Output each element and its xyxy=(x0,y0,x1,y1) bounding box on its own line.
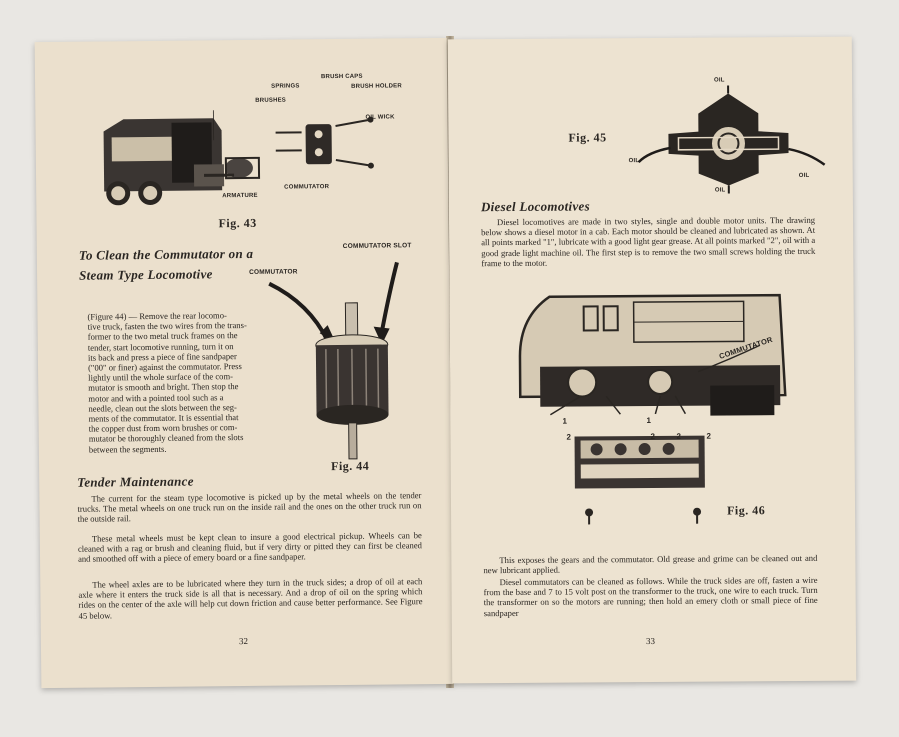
exposes-paragraph: This exposes the gears and the commutator. Old grease and grime can be cleaned out and new lubricant applied. xyxy=(483,552,818,576)
fig43-label-brush-caps: BRUSH CAPS xyxy=(320,73,363,81)
commutator-line: motor and with a pointed tool such as a xyxy=(88,391,224,404)
right-page xyxy=(448,37,856,684)
commutator-line: (Figure 44) — Remove the rear locomo- xyxy=(87,310,227,322)
fig43-caption: Fig. 43 xyxy=(218,215,257,231)
fig43-label-armature: ARMATURE xyxy=(222,192,258,200)
tender-paragraph-2: These metal wheels must be kept clean to insure a good electrical pickup. Wheels can be cleaned with a rag or brush and cleaning fluid, but if very dirty or pitted they can first be cleaned and smoothed off with a piece of emery board or a fine sandpaper. xyxy=(77,530,422,565)
commutator-line: between the segments. xyxy=(88,443,167,455)
fig46-marker-1: 1 xyxy=(562,416,568,426)
fig45-oil-label-bottom: OIL xyxy=(714,187,726,194)
tender-paragraph-3: The wheel axles are to be lubricated where they turn in the truck sides; a drop of oil at each axle where it enters the truck side is all that is necessary. And a drop of oil on the spring which rides on the center of the axle will help cut down friction and cause better performance. See Figure 45 below. xyxy=(78,576,423,621)
commutator-line: mutator be thoroughly cleaned from the slots xyxy=(88,432,244,445)
diesel-heading: Diesel Locomotives xyxy=(480,198,590,215)
fig44-commutator-illustration xyxy=(269,262,421,464)
fig46-marker-1: 1 xyxy=(646,416,652,426)
fig44-label-slot: COMMUTATOR SLOT xyxy=(342,242,412,250)
fig45-oil-label-left: OIL xyxy=(628,158,640,165)
diesel-commutator-paragraph: Diesel commutators can be cleaned as follows. While the truck sides are off, fasten a wire from the base and 7 to 15 volt post on the transformer to the truck, one wire to each truck. Turn the transformer on so the motors are running; then hold an emery cloth or small piece of fine sandpaper xyxy=(483,574,818,618)
commutator-line: its back and press a piece of fine sandpaper xyxy=(87,350,237,363)
fig46-diesel-illustration xyxy=(509,285,811,557)
tender-paragraph-1: The current for the steam type locomotive is picked up by the metal wheels on the tender trucks. The metal wheels on one truck run on the inside rail and the ones on the other truck run on the outside rail. xyxy=(77,490,422,525)
fig43-label-oil-wick: OIL WICK xyxy=(365,114,395,121)
fig46-marker-2: 2 xyxy=(706,431,712,441)
fig46-marker-2: 2 xyxy=(676,431,682,441)
commutator-heading-line2: Steam Type Locomotive xyxy=(78,266,213,283)
fig43-label-commutator: COMMUTATOR xyxy=(284,184,330,191)
commutator-line: ("00" or finer) against the commutator. Press xyxy=(87,361,242,373)
commutator-heading-line1: To Clean the Commutator on a xyxy=(78,245,254,263)
fig46-marker-2: 2 xyxy=(650,431,656,442)
fig46-marker-2: 2 xyxy=(566,432,572,442)
tender-heading: Tender Maintenance xyxy=(77,473,194,490)
fig43-locomotive-illustration xyxy=(93,99,294,211)
commutator-line: lightly until the whole surface of the com- xyxy=(88,371,234,383)
left-page xyxy=(35,38,454,688)
commutator-line: tender, start locomotive running, turn it on xyxy=(87,340,234,353)
commutator-line: the copper dust from worn brushes or com- xyxy=(88,422,238,434)
right-page-number: 33 xyxy=(645,635,655,647)
fig45-oil-label-top: OIL xyxy=(714,77,725,84)
fig45-oil-label-right: OIL xyxy=(798,172,810,179)
commutator-line: tive truck, fasten the two wires from the trans- xyxy=(87,320,247,332)
commutator-line: ments of the commutator. It is essential that xyxy=(88,412,239,424)
commutator-paragraph xyxy=(87,310,278,455)
commutator-line: mutator is smooth and bright. Then stop the xyxy=(88,381,239,394)
fig43-brush-parts-illustration xyxy=(265,114,386,195)
fig43-label-springs: SPRINGS xyxy=(271,83,300,90)
fig46-commutator-label: COMMUTATOR xyxy=(717,334,774,361)
commutator-line: needle, clean out the slots between the seg- xyxy=(88,401,237,414)
fig46-caption: Fig. 46 xyxy=(727,503,766,518)
commutator-line: former to the two metal truck frames on the xyxy=(87,330,238,343)
fig45-caption: Fig. 45 xyxy=(568,130,607,145)
fig44-caption: Fig. 44 xyxy=(331,458,370,474)
diesel-paragraph: Diesel locomotives are made in two styles, single and double motor units. The drawing below shows a diesel motor in a cab. Each motor should be cleaned and lubricated as shown. At all points marked "1", lubricate with a good light gear grease. At all points marked "2", oil with a good grade light machine oil. The first step is to remove the two small screws holding the truck frame to the motor. xyxy=(481,214,816,269)
left-page-number: 32 xyxy=(238,635,248,647)
fig43-label-brushes: BRUSHES xyxy=(255,97,287,104)
fig44-label-commutator: COMMUTATOR xyxy=(249,268,298,276)
fig43-label-brush-holder: BRUSH HOLDER xyxy=(351,83,402,90)
